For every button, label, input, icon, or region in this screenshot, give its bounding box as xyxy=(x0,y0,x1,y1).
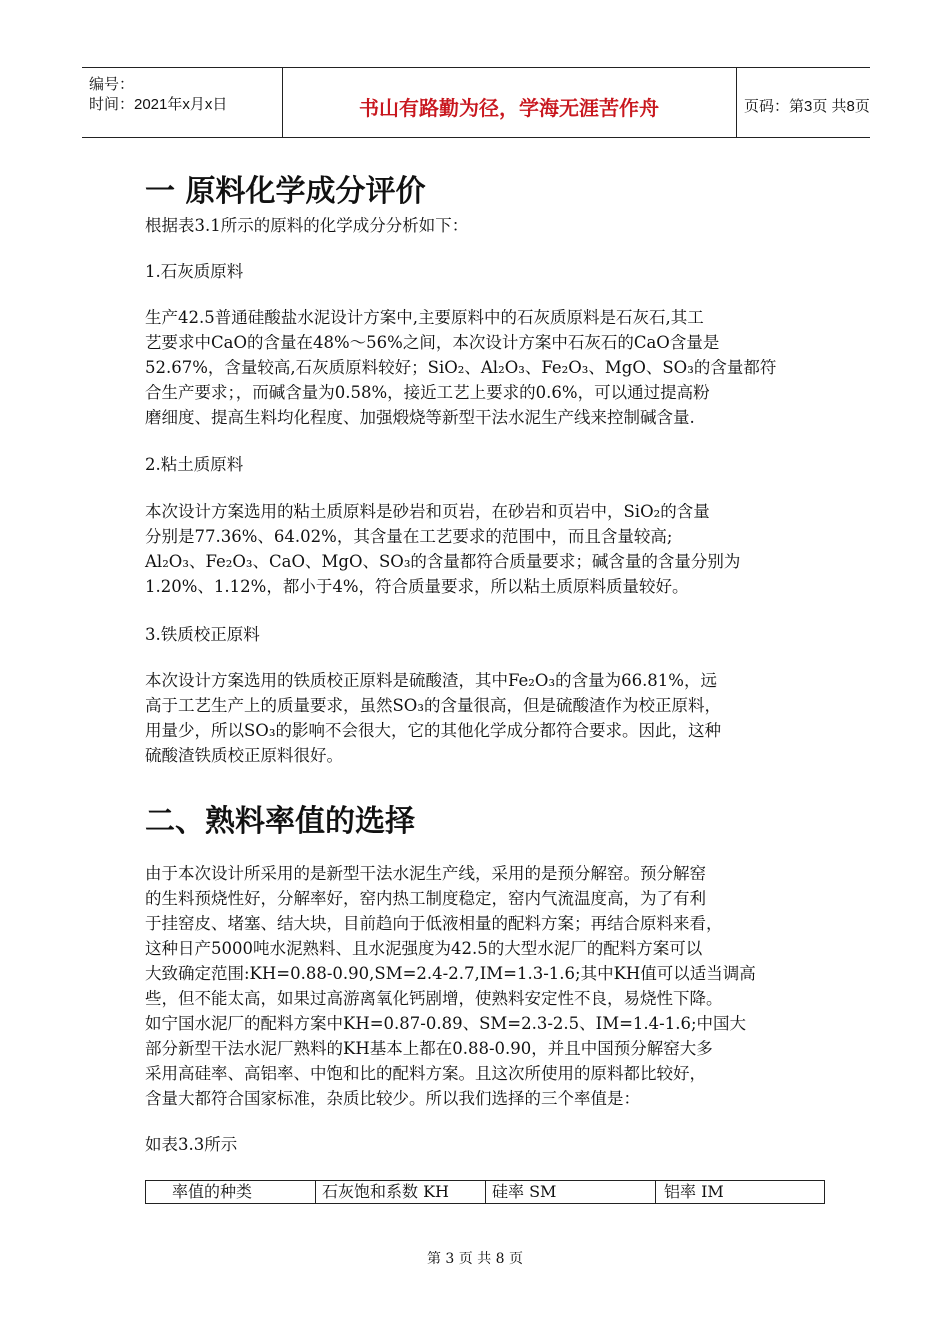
time-label: 时间：2021年x月x日 xyxy=(89,96,228,113)
paragraph-line: 高于工艺生产上的质量要求，虽然SO₃的含量很高，但是硫酸渣作为校正原料， xyxy=(145,696,721,715)
paragraph-line: 些，但不能太高，如果过高游离氧化钙剧增，使熟料安定性不良，易烧性下降。 xyxy=(145,989,723,1008)
paragraph-line: 本次设计方案选用的粘土质原料是砂岩和页岩，在砂岩和页岩中，SiO₂的含量 xyxy=(145,502,710,521)
paragraph-line: 合生产要求；，而碱含量为0.58%，接近工艺上要求的0.6%，可以通过提高粉 xyxy=(145,383,710,402)
table-header-cell: 硅率 SM xyxy=(486,1181,656,1203)
table-header-cell: 率值的种类 xyxy=(146,1181,316,1203)
header-right-cell xyxy=(736,68,870,137)
paragraph-line: 磨细度、提高生料均化程度、加强煅烧等新型干法水泥生产线来控制碱含量. xyxy=(145,408,695,427)
header-center-cell xyxy=(282,68,737,137)
paragraph-line: 采用高硅率、高铝率、中饱和比的配料方案。且这次所使用的原料都比较好， xyxy=(145,1064,706,1083)
section1-title: 一 原料化学成分评价 xyxy=(145,174,426,209)
paragraph-line: 生产42.5普通硅酸盐水泥设计方案中,主要原料中的石灰质原料是石灰石,其工 xyxy=(145,308,704,327)
paragraph-line: 本次设计方案选用的铁质校正原料是硫酸渣，其中Fe₂O₃的含量为66.81%，远 xyxy=(145,671,717,690)
header-motto: 书山有路勤为径，学海无涯苦作舟 xyxy=(359,96,659,120)
paragraph-line: 这种日产5000吨水泥熟料、且水泥强度为42.5的大型水泥厂的配料方案可以 xyxy=(145,939,703,958)
number-label: 编号： xyxy=(89,76,135,93)
paragraph-line: 用量少，所以SO₃的影响不会很大，它的其他化学成分都符合要求。因此，这种 xyxy=(145,721,721,740)
paragraph-line: 硫酸渣铁质校正原料很好。 xyxy=(145,746,343,765)
paragraph-line: Al₂O₃、Fe₂O₃、CaO、MgO、SO₃的含量都符合质量要求；碱含量的含量分别为 xyxy=(145,552,741,571)
ratio-table xyxy=(145,1180,825,1204)
table-header-cell: 铝率 IM xyxy=(664,1182,724,1201)
page-footer: 第 3 页 共 8 页 xyxy=(426,1251,524,1267)
paragraph-line: 部分新型干法水泥厂熟料的KH基本上都在0.88-0.90，并且中国预分解窑大多 xyxy=(145,1039,713,1058)
header-left-cell xyxy=(82,68,283,137)
paragraph-line: 由于本次设计所采用的是新型干法水泥生产线，采用的是预分解窑。预分解窑 xyxy=(145,864,706,883)
section1-intro: 根据表3.1所示的原料的化学成分分析如下： xyxy=(145,216,469,235)
paragraph-line: 艺要求中CaO的含量在48%～56%之间，本次设计方案中石灰石的CaO含量是 xyxy=(145,333,720,352)
table-caption: 如表3.3所示 xyxy=(145,1135,238,1154)
table-header-cell: 石灰饱和系数 KH xyxy=(316,1181,486,1203)
sub3-paragraph xyxy=(145,668,815,768)
sub1-paragraph xyxy=(145,305,815,430)
paragraph-line: 分别是77.36%、64.02%，其含量在工艺要求的范围中，而且含量较高; xyxy=(145,527,673,546)
paragraph-line: 含量大都符合国家标准，杂质比较少。所以我们选择的三个率值是： xyxy=(145,1089,640,1108)
paragraph-line: 52.67%，含量较高,石灰质原料较好；SiO₂、Al₂O₃、Fe₂O₃、MgO、SO₃的含量都符 xyxy=(145,358,777,377)
paragraph-line: 于挂窑皮、堵塞、结大块，目前趋向于低液相量的配料方案；再结合原料来看， xyxy=(145,914,723,933)
paragraph-line: 的生料预烧性好，分解率好，窑内热工制度稳定，窑内气流温度高，为了有利 xyxy=(145,889,706,908)
sub3-title: 3.铁质校正原料 xyxy=(145,625,260,644)
paragraph-line: 如宁国水泥厂的配料方案中KH=0.87-0.89、SM=2.3-2.5、IM=1.4-1.6;中国大 xyxy=(145,1014,747,1033)
section2-title: 二、熟料率值的选择 xyxy=(145,804,415,839)
paragraph-line: 大致确定范围:KH=0.88-0.90,SM=2.4-2.7,IM=1.3-1.6;其中KH值可以适当调高 xyxy=(145,964,756,983)
sub2-paragraph xyxy=(145,499,815,599)
sub1-title: 1.石灰质原料 xyxy=(145,262,244,281)
paragraph-line: 1.20%、1.12%，都小于4%，符合质量要求，所以粘土质原料质量较好。 xyxy=(145,577,689,596)
page-header xyxy=(82,67,870,138)
header-page-label: 页码：第3页 共8页 xyxy=(744,98,870,115)
sub2-title: 2.粘土质原料 xyxy=(145,455,244,474)
section2-paragraph xyxy=(145,861,815,1111)
